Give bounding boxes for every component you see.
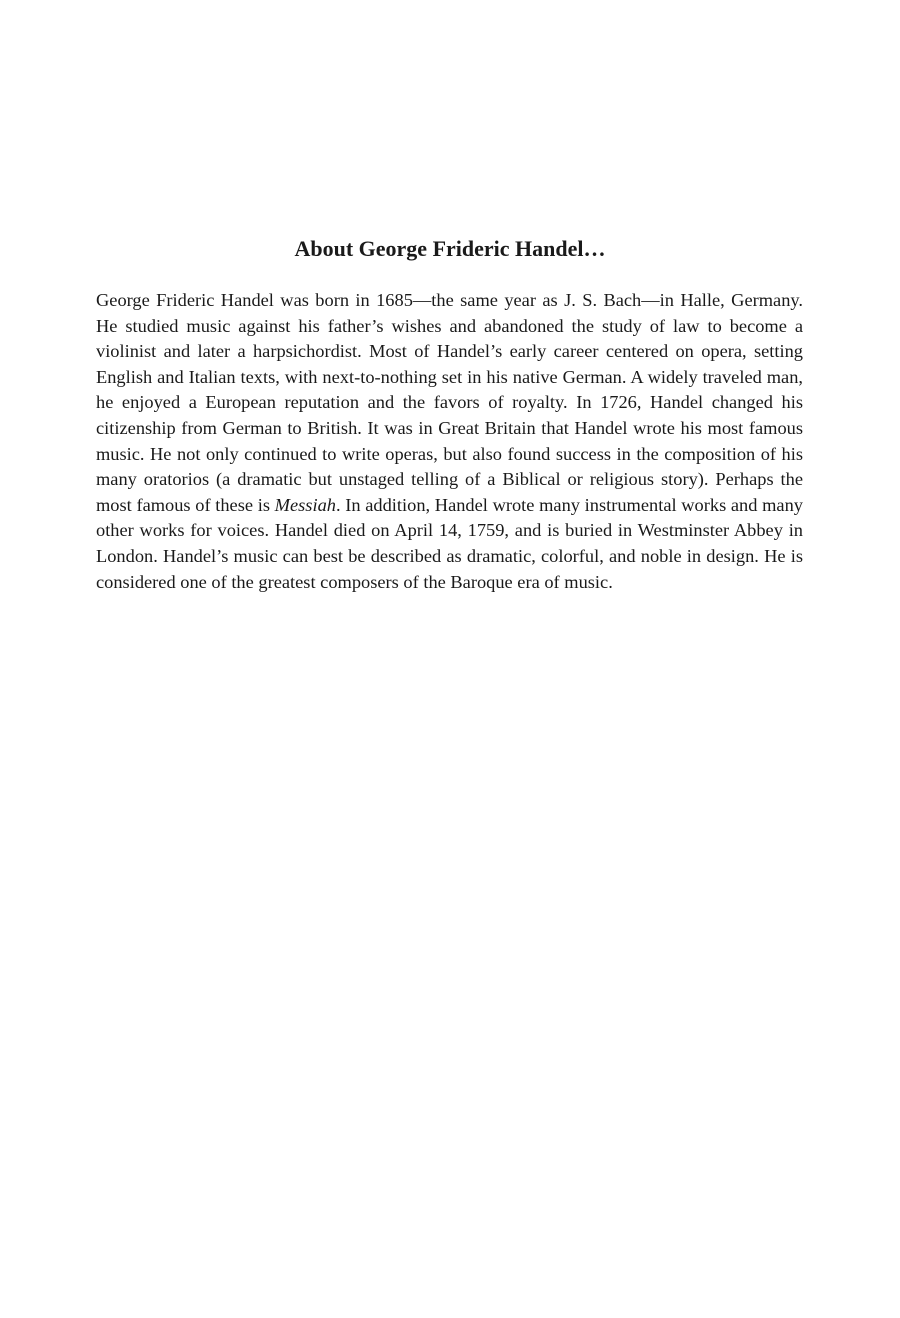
paragraph-text-end: . In addition, Handel wrote many instrumental works and many other works for voices. Handel died on April 14, 1759, and is buried in Westminster Abbey in London. Handel’s music can best be described as dramatic, colorful, and noble in design. He is considered one of the greatest composers of the Baroque era of music. xyxy=(96,494,803,592)
page-title: About George Frideric Handel… xyxy=(294,236,606,261)
paragraph-text-start: George Frideric Handel was born in 1685—the same year as J. S. Bach—in Halle, Germany. He studied music against his father’s wishes and abandoned the study of law to become a violinist and later a harpsichordist. Most of Handel’s early career centered on opera, setting English and Italian texts, with next-to-nothing set in his native German. A widely traveled man, he enjoyed a European reputation and the favors of royalty. In 1726, Handel changed his citizenship from German to British. It was in Great Britain that Handel wrote his most famous music. He not only continued to write operas, but also found success in the composition of his many oratorios (a dramatic but unstaged telling of a Biblical or religious story). Perhaps the most famous of these is xyxy=(96,290,803,515)
messiah-title-emphasis: Messiah xyxy=(274,494,336,515)
biography-paragraph xyxy=(96,288,803,595)
